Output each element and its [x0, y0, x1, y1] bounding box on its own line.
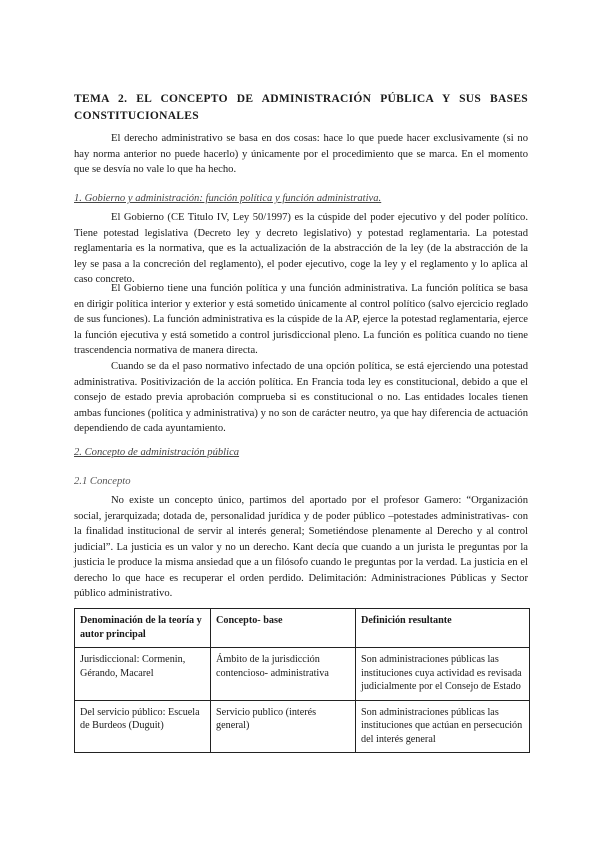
intro-paragraph: El derecho administrativo se basa en dos cosas: hace lo que puede hacer exclusivamente (si no hay norma anterior no puede hacerlo) y únicamente por el procedimiento que se marca. En el momento que se desvía no vale lo que ha hecho.: [74, 133, 528, 175]
section1-paragraph-1: El Gobierno (CE Titulo IV, Ley 50/1997) es la cúspide del poder ejecutivo y del poder político. Tiene potestad legislativa (Decreto ley y decreto legislativo) y potestad reglamentaria. La potestad reglamentaria es la normativa, que es la actualización de la abstracción de la ley (de la abstracción de la ley se pasa a la concreción del reglamento), el poder ejecutivo, coge la ley y el reglamento y lo aplica al caso concreto.: [74, 212, 528, 285]
table-cell: Jurisdiccional: Cormenin, Gérando, Macarel: [75, 648, 211, 701]
section2-subheading: 2.1 Concepto: [74, 476, 131, 487]
table-cell: Servicio publico (interés general): [211, 700, 356, 753]
section2-paragraph-1: No existe un concepto único, partimos del aportado por el profesor Gamero: “Organización social, jerarquizada; dotada de, personalidad jurídica y de poder público –potestades administrativas- con la finalidad institucional de servir al interés general; Sometiéndose plenamente al Derecho y al control judicial”. La justicia es un valor y no un derecho. Kant decía que cuando a un jurista le preguntas por la justicia le produce la misma ansiedad que a un filósofo cuando le preguntas por la verdad. La justicia en el derecho lo que hace es recuperar el orden perdido. Delimitación: Administraciones Públicas y Sector público administrativo.: [74, 495, 528, 599]
section1-paragraph-2: El Gobierno tiene una función política y una función administrativa. La función política se basa en dirigir política interior y exterior y está sometido únicamente al control político (salvo ejercicio reglado de sus funciones). La función administrativa es la cúspide de la AP, ejerce la potestad reglamentaria, ejerce la función ejecutiva y está sometido a control jurisdiccional pleno. La función es política cuando no tiene trascendencia normativa de manera directa.: [74, 283, 528, 356]
theories-table: [74, 608, 530, 753]
table-cell: Del servicio público: Escuela de Burdeos (Duguit): [75, 700, 211, 753]
section1-heading: 1. Gobierno y administración: función política y función administrativa.: [74, 193, 382, 204]
section1-paragraph-3: Cuando se da el paso normativo infectado de una opción política, se está ejerciendo una potestad administrativa. Positivización de la acción política. En Francia toda ley es constitucional, debido a que el consejo de estado previa aprobación comprueba si es constitucional o no. Las entidades locales tienen ambas funciones (política y administrativa) y no son de carácter neutro, ya que hay diferencia de actuación dependiendo de cada ayuntamiento.: [74, 361, 528, 434]
table-header-cell: Denominación de la teoría y autor principal: [75, 609, 211, 648]
page-title: TEMA 2. EL CONCEPTO DE ADMINISTRACIÓN PÚBLICA Y SUS BASES CONSTITUCIONALES: [74, 93, 528, 122]
section2-heading: 2. Concepto de administración pública: [74, 447, 240, 458]
table-cell: Son administraciones públicas las instituciones que actúan en persecución del interés general: [356, 700, 530, 753]
table-row: [75, 700, 530, 753]
table-header-row: [75, 609, 530, 648]
table-header-cell: Concepto- base: [211, 609, 356, 648]
table-header-cell: Definición resultante: [356, 609, 530, 648]
table-cell: Son administraciones públicas las instituciones cuya actividad es revisada judicialmente por el Consejo de Estado: [356, 648, 530, 701]
table-cell: Ámbito de la jurisdicción contencioso- administrativa: [211, 648, 356, 701]
table-row: [75, 648, 530, 701]
